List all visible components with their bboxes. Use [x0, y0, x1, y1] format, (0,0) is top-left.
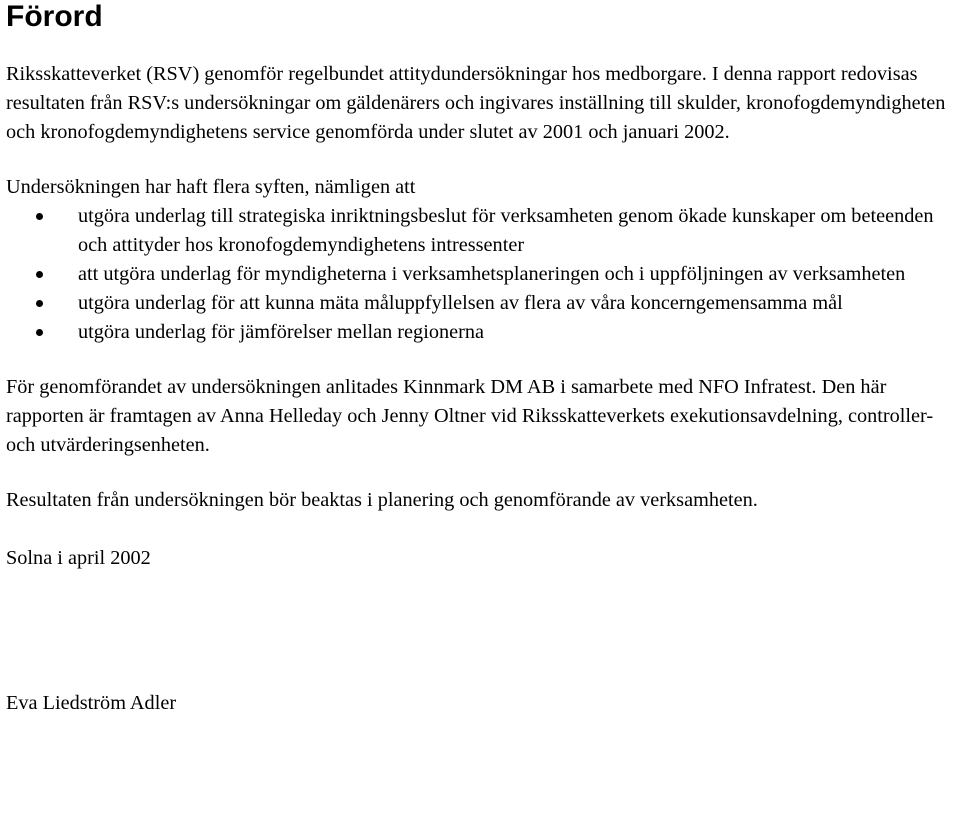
bullet-icon — [36, 271, 43, 278]
recommendation-paragraph: Resultaten från undersökningen bör beaktas i planering och genomförande av verksamheten. — [6, 489, 758, 511]
execution-paragraph: För genomförandet av undersökningen anlitades Kinnmark DM AB i samarbete med NFO Infratest. Den här rapporten är framtagen av Anna Helleday och Jenny Oltner vid Riksskatteverkets exekutionsavdelning, controller- och utvärderingsenheten. — [6, 376, 934, 456]
list-item — [6, 289, 954, 318]
purpose-list — [6, 202, 954, 347]
list-item — [6, 202, 954, 260]
page-title: Förord — [6, 0, 103, 33]
document-page — [6, 0, 954, 718]
signature: Eva Liedström Adler — [6, 692, 177, 714]
bullet-icon — [36, 213, 43, 220]
purpose-lead: Undersökningen har haft flera syften, nämligen att — [6, 176, 416, 198]
bullet-icon — [36, 329, 43, 336]
intro-paragraph: Riksskatteverket (RSV) genomför regelbundet attitydundersökningar hos medborgare. I denna rapport redovisas resultaten från RSV:s undersökningar om gäldenärers och ingivares inställning till skulder, kronofogdemyndigheten och kronofogdemyndighetens service genomförda under slutet av 2001 och januari 2002. — [6, 63, 946, 143]
list-item-text: utgöra underlag för att kunna mäta måluppfyllelsen av flera av våra koncerngemensamma mål — [78, 292, 843, 314]
list-item — [6, 260, 954, 289]
list-item-text: utgöra underlag för jämförelser mellan regionerna — [78, 321, 485, 343]
list-item — [6, 318, 954, 347]
place-date: Solna i april 2002 — [6, 547, 151, 569]
list-item-text: att utgöra underlag för myndigheterna i verksamhetsplaneringen och i uppföljningen av verksamheten — [78, 263, 906, 285]
bullet-icon — [36, 300, 43, 307]
list-item-text: utgöra underlag till strategiska inriktningsbeslut för verksamheten genom ökade kunskaper om beteenden och attityder hos kronofogdemyndighetens intressenter — [78, 205, 934, 256]
